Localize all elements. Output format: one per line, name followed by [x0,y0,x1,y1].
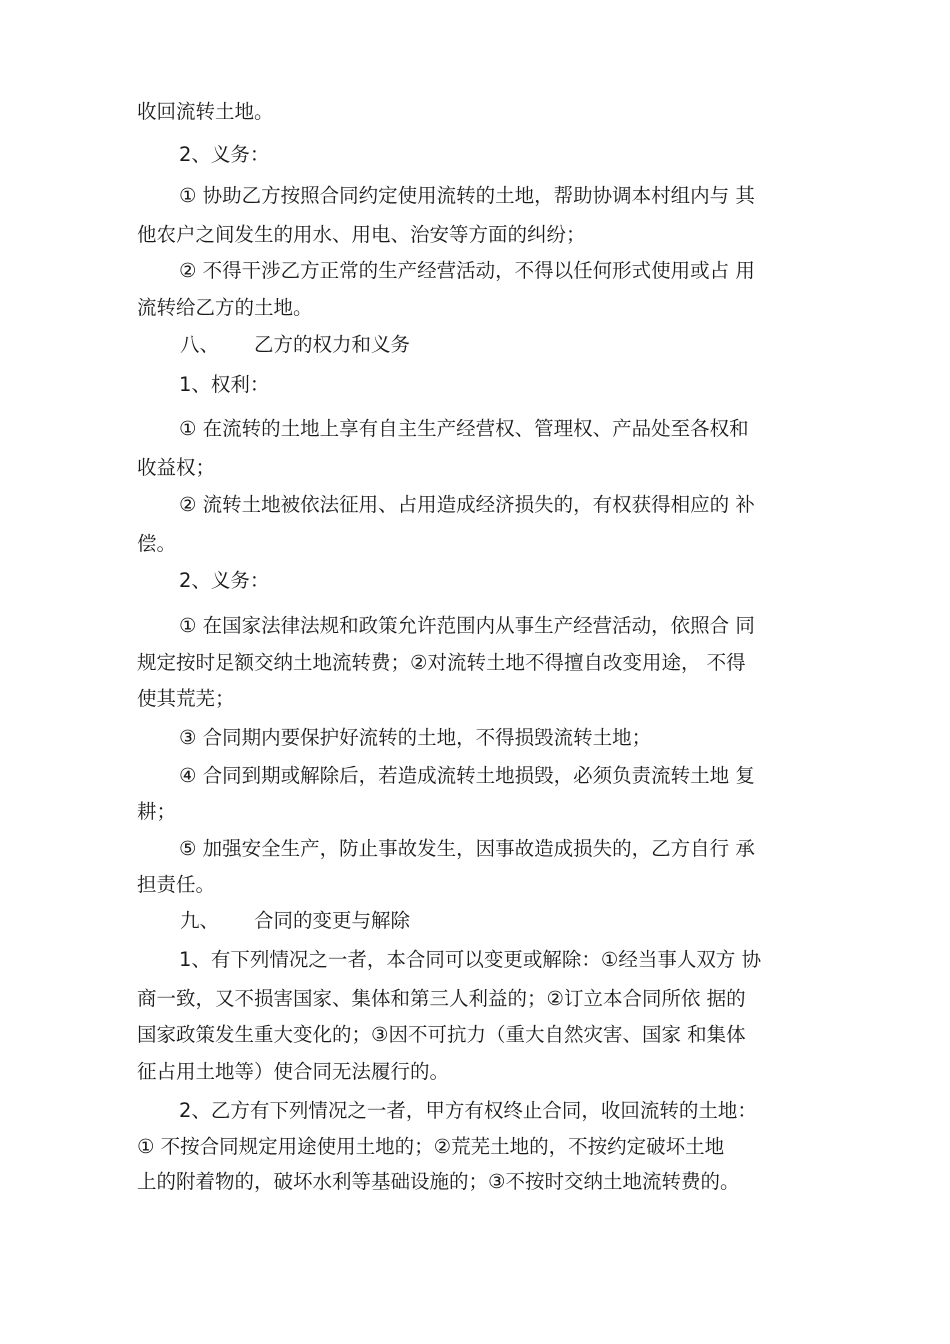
text-line: ④ 合同到期或解除后，若造成流转土地损毁，必须负责流转土地 复 [179,764,755,787]
text-line: 收益权； [137,456,216,479]
section-heading: 合同的变更与解除 [254,909,411,932]
text-line: ① 在国家法律法规和政策允许范围内从事生产经营活动，依照合 同 [179,614,755,637]
text-line: 2、乙方有下列情况之一者，甲方有权终止合同，收回流转的土地： [179,1099,757,1122]
text-line: 担责任。 [137,873,216,896]
section-number: 九、 [180,909,220,932]
text-line: ② 流转土地被依法征用、占用造成经济损失的，有权获得相应的 补 [179,493,755,516]
text-line: ① 不按合同规定用途使用土地的；②荒芜土地的，不按约定破坏土地 [137,1135,725,1158]
text-line: ⑤ 加强安全生产，防止事故发生，因事故造成损失的，乙方自行 承 [179,837,755,860]
text-line: 国家政策发生重大变化的；③因不可抗力（重大自然灾害、国家 和集体 [137,1023,746,1046]
text-line: 2、义务： [179,569,270,592]
text-line: 使其荒芜； [137,687,235,710]
text-line: ① 协助乙方按照合同约定使用流转的土地，帮助协调本村组内与 其 [179,184,755,207]
text-line: 1、有下列情况之一者，本合同可以变更或解除：①经当事人双方 协 [179,948,762,971]
text-line: 规定按时足额交纳土地流转费；②对流转土地不得擅自改变用途， 不得 [137,651,746,674]
text-line: 2、义务： [179,143,270,166]
section-number: 八、 [180,333,220,356]
text-line: 上的附着物的，破坏水利等基础设施的；③不按时交纳土地流转费的。 [137,1170,740,1193]
text-line: 他农户之间发生的用水、用电、治安等方面的纠纷； [137,223,586,246]
section-heading: 乙方的权力和义务 [254,333,411,356]
text-line: ② 不得干涉乙方正常的生产经营活动，不得以任何形式使用或占 用 [179,259,755,282]
text-line: 商一致，又不损害国家、集体和第三人利益的；②订立本合同所依 据的 [137,987,746,1010]
text-line: 征占用土地等）使合同无法履行的。 [137,1060,450,1083]
text-line: 流转给乙方的土地。 [137,296,313,319]
text-line: 1、权利： [179,373,270,396]
text-line: 收回流转土地。 [137,100,274,123]
text-line: ③ 合同期内要保护好流转的土地，不得损毁流转土地； [179,726,652,749]
text-line: 耕； [137,800,177,823]
text-line: 偿。 [137,532,177,555]
text-line: ① 在流转的土地上享有自主生产经营权、管理权、产品处至各权和 [179,417,749,440]
